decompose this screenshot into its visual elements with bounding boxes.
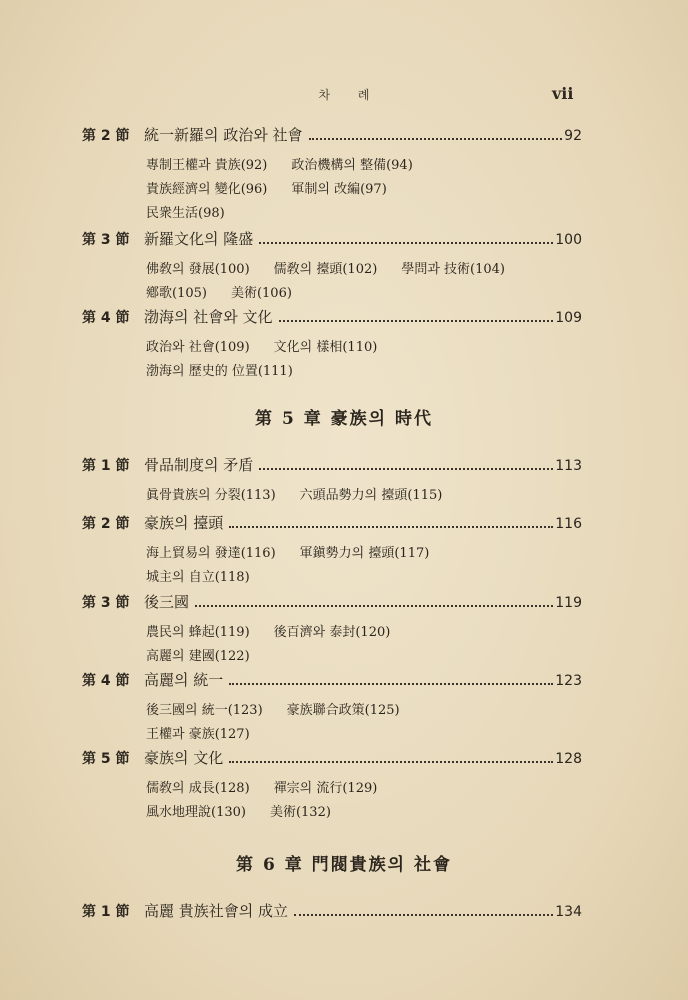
subtopic-item[interactable]: 文化의 樣相(110) — [273, 340, 378, 355]
subtopic-item[interactable]: 民衆生活(98) — [146, 206, 225, 221]
section-page-number: 128 — [555, 751, 582, 767]
section-page-number: 116 — [555, 516, 582, 532]
section-title: 渤海의 社會와 文化 — [144, 308, 273, 326]
subtopic-item[interactable]: 渤海의 歷史的 位置(111) — [146, 364, 293, 379]
subtopic-item[interactable]: 六頭品勢力의 擡頭(115) — [299, 488, 443, 503]
section-title: 後三國 — [144, 593, 190, 611]
section-number: 第 2 節 — [82, 128, 130, 144]
section-number: 第 3 節 — [82, 595, 130, 611]
toc-section — [82, 591, 582, 669]
section-page-number: 100 — [555, 232, 582, 248]
section-title: 豪族의 文化 — [144, 749, 224, 767]
subtopic-item[interactable]: 貴族經濟의 變化(96) — [146, 182, 268, 197]
subtopic-item[interactable]: 海上貿易의 發達(116) — [146, 546, 276, 561]
dot-leader — [259, 242, 553, 244]
toc-section — [82, 512, 582, 590]
section-page-number: 134 — [555, 904, 582, 920]
toc-section — [82, 454, 582, 508]
section-number: 第 3 節 — [82, 232, 130, 248]
section-page-number: 119 — [555, 595, 582, 611]
subtopic-item[interactable]: 豪族聯合政策(125) — [286, 703, 400, 718]
section-title: 統一新羅의 政治와 社會 — [144, 126, 303, 144]
dot-leader — [259, 468, 553, 470]
section-number: 第 4 節 — [82, 673, 130, 689]
subtopic-item[interactable]: 軍制의 改編(97) — [291, 182, 387, 197]
section-page-number: 123 — [555, 673, 582, 689]
toc-section — [82, 747, 582, 825]
subtopic-item[interactable]: 禪宗의 流行(129) — [273, 781, 378, 796]
subtopic-item[interactable]: 美術(132) — [269, 805, 331, 820]
dot-leader — [229, 526, 553, 528]
toc-section-row[interactable] — [82, 669, 582, 693]
section-page-number: 92 — [564, 128, 582, 144]
section-title: 高麗의 統一 — [144, 671, 224, 689]
toc-section-row[interactable] — [82, 591, 582, 615]
subtopic-line — [146, 645, 582, 669]
toc-section-row[interactable] — [82, 747, 582, 771]
subtopic-line — [146, 178, 582, 202]
section-title: 豪族의 擡頭 — [144, 514, 224, 532]
subtopic-item[interactable]: 農民의 蜂起(119) — [146, 625, 250, 640]
toc-section-row[interactable] — [82, 512, 582, 536]
subtopic-item[interactable]: 政治와 社會(109) — [146, 340, 250, 355]
subtopic-line — [146, 801, 582, 825]
subtopic-item[interactable]: 儒敎의 擡頭(102) — [273, 262, 378, 277]
toc-section — [82, 124, 582, 226]
subtopic-line — [146, 336, 582, 360]
toc-section-row[interactable] — [82, 124, 582, 148]
toc-section-row[interactable] — [82, 306, 582, 330]
subtopic-item[interactable]: 軍鎭勢力의 擡頭(117) — [299, 546, 430, 561]
dot-leader — [294, 914, 553, 916]
subtopic-line — [146, 621, 582, 645]
subtopic-item[interactable]: 城主의 自立(118) — [146, 570, 250, 585]
subtopic-item[interactable]: 政治機構의 整備(94) — [291, 158, 413, 173]
subtopic-line — [146, 360, 582, 384]
subtopic-item[interactable]: 佛敎의 發展(100) — [146, 262, 250, 277]
section-title: 骨品制度의 矛盾 — [144, 456, 254, 474]
subtopic-item[interactable]: 眞骨貴族의 分裂(113) — [146, 488, 276, 503]
section-number: 第 1 節 — [82, 458, 130, 474]
subtopic-item[interactable]: 美術(106) — [230, 286, 292, 301]
section-title: 新羅文化의 隆盛 — [144, 230, 254, 248]
dot-leader — [195, 605, 553, 607]
subtopic-item[interactable]: 後三國의 統一(123) — [146, 703, 263, 718]
section-number: 第 5 節 — [82, 751, 130, 767]
toc-section — [82, 306, 582, 384]
toc-section-row[interactable] — [82, 454, 582, 478]
subtopic-line — [146, 777, 582, 801]
subtopic-item[interactable]: 學問과 技術(104) — [401, 262, 505, 277]
subtopic-list — [82, 621, 582, 669]
chapter-heading: 第 6 章 門閥貴族의 社會 — [236, 855, 452, 875]
toc-section — [82, 900, 582, 924]
section-page-number: 113 — [555, 458, 582, 474]
subtopic-item[interactable]: 鄕歌(105) — [146, 286, 207, 301]
dot-leader — [279, 320, 554, 322]
subtopic-list — [82, 258, 582, 306]
section-title: 高麗 貴族社會의 成立 — [144, 902, 289, 920]
section-page-number: 109 — [555, 310, 582, 326]
subtopic-list — [82, 336, 582, 384]
running-header: 차 례 — [318, 88, 382, 102]
page-number: vii — [552, 84, 574, 103]
subtopic-list — [82, 542, 582, 590]
subtopic-item[interactable]: 後百濟와 泰封(120) — [273, 625, 391, 640]
subtopic-line — [146, 282, 582, 306]
subtopic-list — [82, 154, 582, 226]
toc-section — [82, 228, 582, 306]
toc-section — [82, 669, 582, 747]
toc-section-row[interactable] — [82, 900, 582, 924]
subtopic-line — [146, 566, 582, 590]
subtopic-item[interactable]: 儒敎의 成長(128) — [146, 781, 250, 796]
subtopic-list — [82, 699, 582, 747]
section-number: 第 4 節 — [82, 310, 130, 326]
dot-leader — [229, 761, 553, 763]
dot-leader — [229, 683, 553, 685]
subtopic-list — [82, 777, 582, 825]
subtopic-list — [82, 484, 582, 508]
subtopic-item[interactable]: 高麗의 建國(122) — [146, 649, 250, 664]
subtopic-item[interactable]: 王權과 豪族(127) — [146, 727, 250, 742]
chapter-heading: 第 5 章 豪族의 時代 — [255, 409, 433, 429]
toc-section-row[interactable] — [82, 228, 582, 252]
subtopic-line — [146, 542, 582, 566]
subtopic-item[interactable]: 專制王權과 貴族(92) — [146, 158, 268, 173]
subtopic-line — [146, 484, 582, 508]
section-number: 第 1 節 — [82, 904, 130, 920]
section-number: 第 2 節 — [82, 516, 130, 532]
subtopic-line — [146, 723, 582, 747]
subtopic-line — [146, 258, 582, 282]
dot-leader — [309, 138, 563, 140]
subtopic-line — [146, 154, 582, 178]
subtopic-item[interactable]: 風水地理說(130) — [146, 805, 246, 820]
subtopic-line — [146, 699, 582, 723]
subtopic-line — [146, 202, 582, 226]
